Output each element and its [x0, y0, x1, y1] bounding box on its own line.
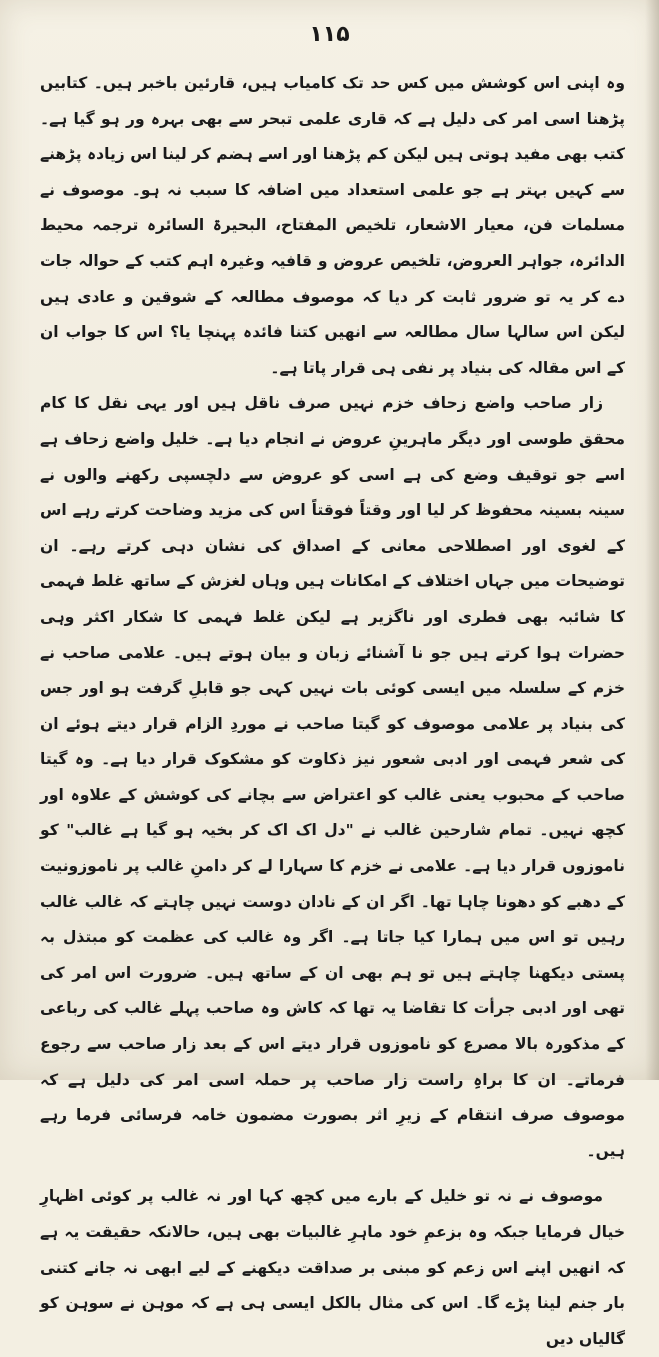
paragraph-2: زار صاحب واضع زحاف خزم نہیں صرف ناقل ہیں اور یہی نقل کا کام محقق طوسی اور دیگر ماہرینِ عروض نے انجام دیا ہے۔ خلیل واضع زحاف ہے اسے جو توقیف وضع کی ہے اسی کو عروض سے دلچسپی رکھنے والوں نے سینہ بسینہ محفوظ کر لیا اور وقتاً فوقتاً اس کی مزید وضاحت کرتے رہے اس کے لغوی اور اصطلاحی معانی کے اصداق کی نشان دہی کرتے رہے۔ ان توضیحات میں جہاں اختلاف کے امکانات ہیں وہاں لغزش کے ساتھ غلط فہمی کا شائبہ بھی فطری اور ناگزیر ہے لیکن غلط فہمی کا شکار اکثر وہی حضرات ہوا کرتے ہیں جو نا آشنائے زبان و بیان ہوتے ہیں۔ علامی صاحب نے خزم کے سلسلہ میں ایسی کوئی بات نہیں کہی جو قابلِ گرفت ہو اور جس کی بنیاد پر علامی موصوف کو گیتا صاحب نے موردِ الزام قرار دیتے ہوئے ان کی شعر فہمی اور ادبی شعور نیز ذکاوت کو مشکوک قرار دیا ہے۔ وہ گیتا صاحب کے محبوب یعنی غالب کو اعتراض سے بچانے کی کوشش کے علاوہ اور کچھ نہیں۔ تمام شارحین غالب نے "دل اک اک کر بخیہ ہو گیا ہے غالب" کو ناموزوں قرار دیا ہے۔ علامی نے خزم کا سہارا لے کر دامنِ غالب پر ناموزونیت کے دھبے کو دھونا چاہا تھا۔ اگر ان کے نادان دوست نہیں چاہتے کہ غالب غالب رہیں تو اس میں ہمارا کیا جاتا ہے۔ اگر وہ غالب کی عظمت کو مبتذل بہ پستی دیکھنا چاہتے ہیں تو ہم بھی ان کے ساتھ ہیں۔ ضرورت اس امر کی تھی اور ادبی جرأت کا تقاضا یہ تھا کہ کاش وہ صاحب پہلے غالب کی رباعی کے مذکورہ بالا مصرع کو ناموزوں قرار دیتے اس کے بعد زار صاحب سے رجوع فرماتے۔ ان کا براہِ راست زار صاحب پر حملہ اسی امر کی دلیل ہے کہ موصوف صرف انتقام کے زیرِ اثر بصورت مضمون خامہ فرسائی فرما رہے ہیں۔ [40, 394, 625, 1160]
paragraph-3: موصوف نے نہ تو خلیل کے بارے میں کچھ کہا اور نہ غالب پر کوئی اظہارِ خیال فرمایا جبکہ وہ بزعمِ خود ماہرِ غالبیات بھی ہیں، حالانکہ حقیقت یہ ہے کہ انھیں اپنے اس زعم کو مبنی بر صداقت دیکھنے کے لیے ابھی نہ جانے کتنی بار جنم لینا پڑے گا۔ اس کی مثال بالکل ایسی ہی ہے کہ موہن نے سوہن کو گالیاں دیں [40, 1187, 625, 1348]
page-binding-shadow [645, 0, 659, 1080]
page-number: ۱۱۵ [309, 22, 350, 47]
paragraph-1: وہ اپنی اس کوشش میں کس حد تک کامیاب ہیں، قارئین باخبر ہیں۔ کتابیں پڑھنا اسی امر کی دلیل ہے کہ قاری علمی تبحر سے بھی بہرہ ور ہو گیا ہے۔ کتب بھی مفید ہوتی ہیں لیکن کم پڑھنا اور اسے ہضم کر لینا اس زیادہ پڑھنے سے کہیں بہتر ہے جو علمی استعداد میں اضافہ کا سبب نہ ہو۔ موصوف نے مسلمات فن، معیار الاشعار، تلخیص المفتاح، البحیرۃ السائرہ ترجمہ محیط الدائرہ، جواہر العروض، تلخیص عروض و قافیہ وغیرہ اہم کتب کے حوالہ جات دے کر یہ تو ضرور ثابت کر دیا کہ موصوف مطالعہ کے شوقین و عادی ہیں لیکن اس سالہا سال مطالعہ سے انھیں کتنا فائدہ پہنچا یا؟ اس کا جواب ان کے اس مقالہ کی بنیاد پر نفی ہی قرار پاتا ہے۔ [40, 74, 625, 377]
body-text [40, 66, 625, 1357]
